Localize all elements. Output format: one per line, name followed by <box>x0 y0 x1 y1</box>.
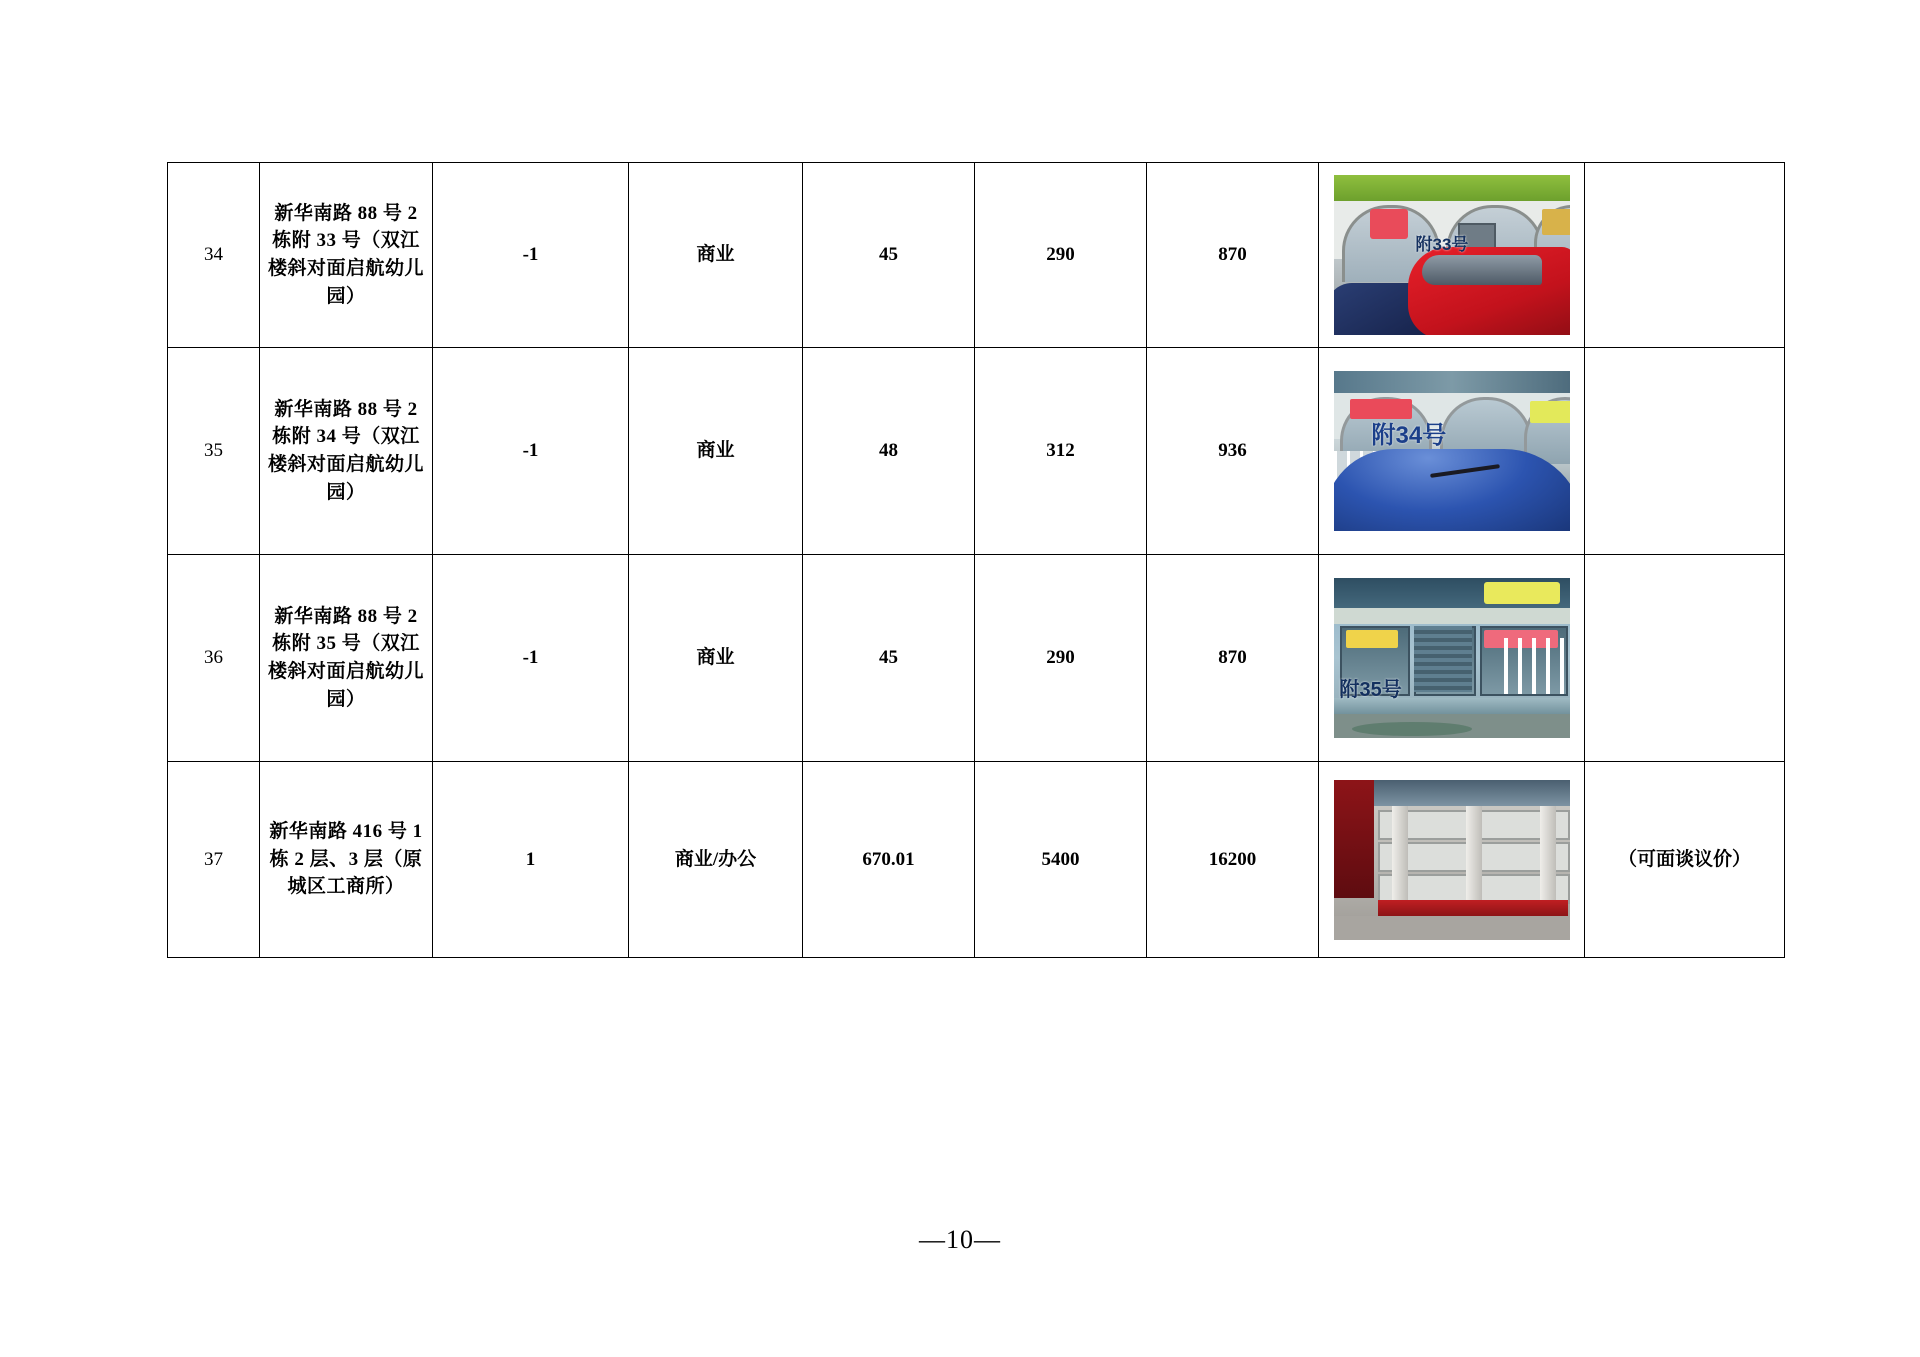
row-index: 37 <box>168 762 260 958</box>
row-address: 新华南路 88 号 2 栋附 34 号（双江楼斜对面启航幼儿园） <box>260 348 433 555</box>
row-unit-price: 312 <box>975 348 1147 555</box>
row-total-price: 870 <box>1147 163 1319 348</box>
floor-shape <box>1334 916 1570 940</box>
row-total-price: 16200 <box>1147 762 1319 958</box>
row-total-price: 870 <box>1147 555 1319 762</box>
table-row <box>168 762 1785 958</box>
row-photo-cell <box>1319 762 1585 958</box>
pillar-shape <box>1540 806 1556 914</box>
row-photo-cell <box>1319 348 1585 555</box>
row-address: 新华南路 88 号 2 栋附 33 号（双江楼斜对面启航幼儿园） <box>260 163 433 348</box>
shop-sign-shape <box>1350 399 1412 419</box>
storefront-red-car-photo <box>1334 175 1570 335</box>
row-photo-cell <box>1319 555 1585 762</box>
table-row <box>168 348 1785 555</box>
property-listing-table <box>167 162 1785 958</box>
row-area: 45 <box>803 555 975 762</box>
blue-car-hood-shape <box>1334 449 1570 531</box>
shutter-shape <box>1414 626 1472 692</box>
table-row <box>168 163 1785 348</box>
table-row <box>168 555 1785 762</box>
row-area: 670.01 <box>803 762 975 958</box>
row-floor: -1 <box>433 348 629 555</box>
shop-sign-shape <box>1484 582 1560 604</box>
photo-label: 附33号 <box>1415 235 1469 254</box>
banner-shape <box>1334 780 1374 898</box>
row-area: 45 <box>803 163 975 348</box>
pillar-shape <box>1466 806 1482 914</box>
row-index: 34 <box>168 163 260 348</box>
wall-band-shape <box>1334 608 1570 624</box>
railing-shape <box>1504 638 1568 694</box>
awning-shape <box>1334 175 1570 201</box>
row-remark <box>1585 163 1785 348</box>
photo-label: 附34号 <box>1371 422 1447 449</box>
ceiling-shape <box>1334 371 1570 393</box>
row-remark <box>1585 555 1785 762</box>
row-total-price: 936 <box>1147 348 1319 555</box>
row-floor: -1 <box>433 163 629 348</box>
row-usage: 商业 <box>629 163 803 348</box>
banner-shape <box>1378 900 1568 916</box>
row-address: 新华南路 88 号 2 栋附 35 号（双江楼斜对面启航幼儿园） <box>260 555 433 762</box>
row-usage: 商业/办公 <box>629 762 803 958</box>
page-number: —10— <box>919 1225 1001 1254</box>
interior-atrium-photo <box>1334 780 1570 940</box>
row-floor: -1 <box>433 555 629 762</box>
row-index: 35 <box>168 348 260 555</box>
pillar-shape <box>1392 806 1408 914</box>
row-unit-price: 5400 <box>975 762 1147 958</box>
ceiling-beam-shape <box>1374 780 1570 806</box>
row-photo-cell <box>1319 163 1585 348</box>
photo-label: 附35号 <box>1339 679 1402 701</box>
row-floor: 1 <box>433 762 629 958</box>
row-usage: 商业 <box>629 555 803 762</box>
row-unit-price: 290 <box>975 163 1147 348</box>
property-listing-table-wrapper <box>167 162 1763 958</box>
row-address: 新华南路 416 号 1 栋 2 层、3 层（原城区工商所） <box>260 762 433 958</box>
row-area: 48 <box>803 348 975 555</box>
shop-sign-shape <box>1542 209 1570 235</box>
shop-sign-shape <box>1370 209 1408 239</box>
row-remark <box>1585 348 1785 555</box>
red-car-shape <box>1408 247 1570 335</box>
row-usage: 商业 <box>629 348 803 555</box>
row-unit-price: 290 <box>975 555 1147 762</box>
shop-sign-shape <box>1530 401 1570 423</box>
row-remark: （可面谈议价） <box>1585 762 1785 958</box>
storefront-closed-shop-photo <box>1334 578 1570 738</box>
storefront-blue-car-photo <box>1334 371 1570 531</box>
row-index: 36 <box>168 555 260 762</box>
puddle-shape <box>1352 722 1472 736</box>
poster-shape <box>1346 630 1398 648</box>
